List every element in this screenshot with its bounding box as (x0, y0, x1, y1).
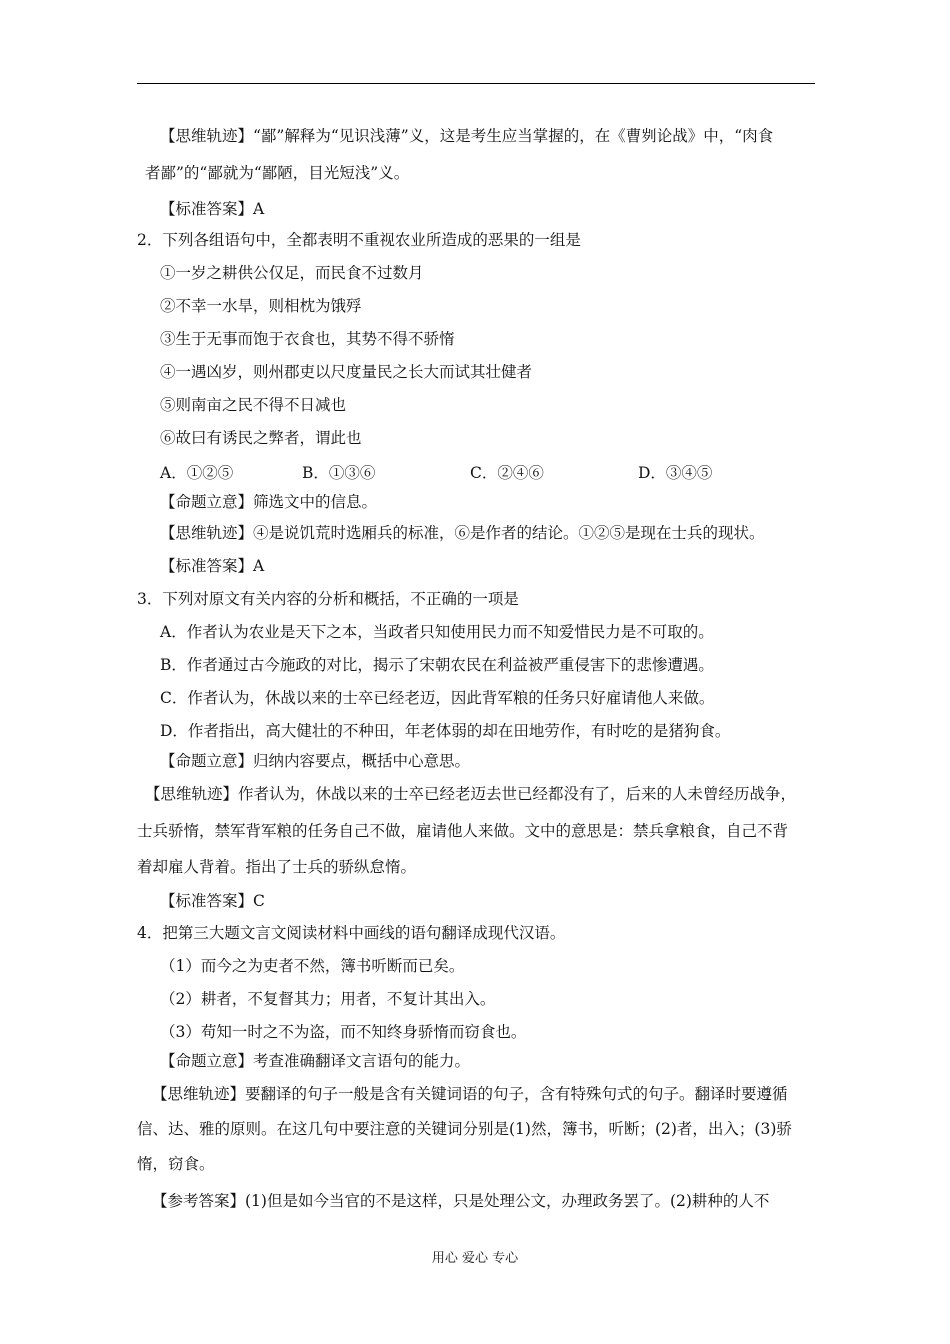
choice-b: B．作者通过古今施政的对比，揭示了宋朝农民在利益被严重侵害下的悲惨遭遇。 (160, 656, 714, 674)
reference-answer: 【参考答案】(1)但是如今当官的不是这样，只是处理公文，办理政务罢了。(2)耕种的人不 (152, 1192, 770, 1210)
answer-label: 【标准答案】A (160, 200, 265, 218)
sentence-1: （1）而今之为吏者不然，簿书听断而已矣。 (160, 957, 465, 975)
text-line: 【思维轨迹】“鄙”解释为“见识浅薄”义，这是考生应当掌握的，在《曹刿论战》中，“肉食 (160, 127, 774, 145)
answer-label: 【标准答案】C (160, 892, 265, 910)
text-line: 士兵骄惰，禁军背军粮的任务自己不做，雇请他人来做。文中的意思是：禁兵拿粮食，自己不背 (137, 822, 789, 840)
sentence-3: （3）苟知一时之不为盗，而不知终身骄惰而窃食也。 (160, 1023, 527, 1041)
statement-2: ②不幸一水旱，则相枕为饿殍 (160, 297, 362, 315)
option-b: B．①③⑥ (302, 464, 376, 482)
option-d: D．③④⑤ (638, 464, 713, 482)
thinking-label: 【思维轨迹】作者认为，休战以来的士卒已经老迈去世已经都没有了，后来的人未曾经历战争， (145, 785, 797, 803)
statement-5: ⑤则南亩之民不得不日减也 (160, 396, 347, 414)
sentence-2: （2）耕者，不复督其力；用者，不复计其出入。 (160, 990, 496, 1008)
thinking-label: 【思维轨迹】要翻译的句子一般是含有关键词语的句子，含有特殊句式的句子。翻译时要遵循 (152, 1085, 788, 1103)
intent-label: 【命题立意】考查准确翻译文言语句的能力。 (160, 1052, 471, 1070)
statement-3: ③生于无事而饱于衣食也，其势不得不骄惰 (160, 330, 455, 348)
text-line: 着却雇人背着。指出了士兵的骄纵怠惰。 (137, 858, 417, 876)
text-line: 者鄙”的“鄙就为“鄙陋，目光短浅”义。 (145, 164, 410, 182)
question-2: 2．下列各组语句中，全都表明不重视农业所造成的恶果的一组是 (137, 231, 581, 249)
choice-c: C．作者认为，休战以来的士卒已经老迈，因此背军粮的任务只好雇请他人来做。 (160, 689, 715, 707)
answer-label: 【标准答案】A (160, 557, 265, 575)
intent-label: 【命题立意】筛选文中的信息。 (160, 493, 378, 511)
page-footer: 用心 爱心 专心 (431, 1251, 519, 1266)
statement-1: ①一岁之耕供公仅足，而民食不过数月 (160, 264, 424, 282)
choice-a: A．作者认为农业是天下之本，当政者只知使用民力而不知爱惜民力是不可取的。 (160, 623, 714, 641)
choice-d: D．作者指出，高大健壮的不种田，年老体弱的却在田地劳作，有时吃的是猪狗食。 (160, 722, 731, 740)
text-line: 惰，窃食。 (137, 1155, 215, 1173)
option-a: A．①②⑤ (160, 464, 234, 482)
text-line: 信、达、雅的原则。在这几句中要注意的关键词分别是(1)然，簿书，听断；(2)者，出入；(3)骄 (137, 1120, 792, 1138)
statement-6: ⑥故曰有诱民之弊者，谓此也 (160, 429, 362, 447)
thinking-label: 【思维轨迹】④是说饥荒时选厢兵的标准，⑥是作者的结论。①②⑤是现在士兵的现状。 (160, 524, 765, 542)
statement-4: ④一遇凶岁，则州郡吏以尺度量民之长大而试其壮健者 (160, 363, 533, 381)
header-rule (137, 83, 815, 84)
intent-label: 【命题立意】归纳内容要点，概括中心意思。 (160, 752, 471, 770)
question-3: 3．下列对原文有关内容的分析和概括，不正确的一项是 (137, 590, 519, 608)
option-c: C．②④⑥ (470, 464, 544, 482)
question-4: 4．把第三大题文言文阅读材料中画线的语句翻译成现代汉语。 (137, 924, 566, 942)
